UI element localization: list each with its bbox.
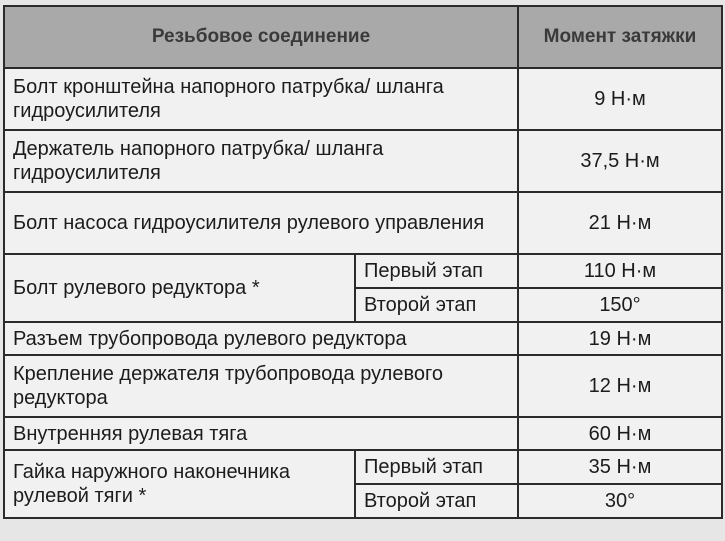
stage-label: Второй этап bbox=[355, 484, 518, 518]
table-row bbox=[4, 322, 722, 355]
row-value: 30° bbox=[518, 484, 722, 518]
table-row bbox=[4, 130, 722, 192]
row-description: Гайка наружного наконечника рулевой тяги * bbox=[4, 450, 355, 518]
row-description: Внутренняя рулевая тяга bbox=[4, 417, 518, 450]
row-value: 150° bbox=[518, 288, 722, 322]
row-description: Держатель напорного патрубка/ шланга гидроусилителя bbox=[4, 130, 518, 192]
table-row bbox=[4, 68, 722, 130]
table-row bbox=[4, 417, 722, 450]
row-value: 110 Н·м bbox=[518, 254, 722, 288]
row-description: Болт рулевого редуктора * bbox=[4, 254, 355, 322]
row-description: Болт насоса гидроусилителя рулевого управления bbox=[4, 192, 518, 254]
torque-table bbox=[3, 5, 723, 519]
stage-label: Первый этап bbox=[355, 254, 518, 288]
header-torque: Момент затяжки bbox=[518, 6, 722, 68]
row-description: Разъем трубопровода рулевого редуктора bbox=[4, 322, 518, 355]
row-value: 19 Н·м bbox=[518, 322, 722, 355]
row-value: 9 Н·м bbox=[518, 68, 722, 130]
row-description: Крепление держателя трубопровода рулевого редуктора bbox=[4, 355, 518, 417]
table-row bbox=[4, 192, 722, 254]
header-connection: Резьбовое соединение bbox=[4, 6, 518, 68]
row-value: 12 Н·м bbox=[518, 355, 722, 417]
row-value: 35 Н·м bbox=[518, 450, 722, 484]
table-header-row bbox=[4, 6, 722, 68]
row-value: 60 Н·м bbox=[518, 417, 722, 450]
row-value: 37,5 Н·м bbox=[518, 130, 722, 192]
row-description: Болт кронштейна напорного патрубка/ шланга гидроусилителя bbox=[4, 68, 518, 130]
table-row bbox=[4, 450, 722, 484]
table-row bbox=[4, 254, 722, 288]
stage-label: Первый этап bbox=[355, 450, 518, 484]
row-value: 21 Н·м bbox=[518, 192, 722, 254]
table-row bbox=[4, 355, 722, 417]
stage-label: Второй этап bbox=[355, 288, 518, 322]
